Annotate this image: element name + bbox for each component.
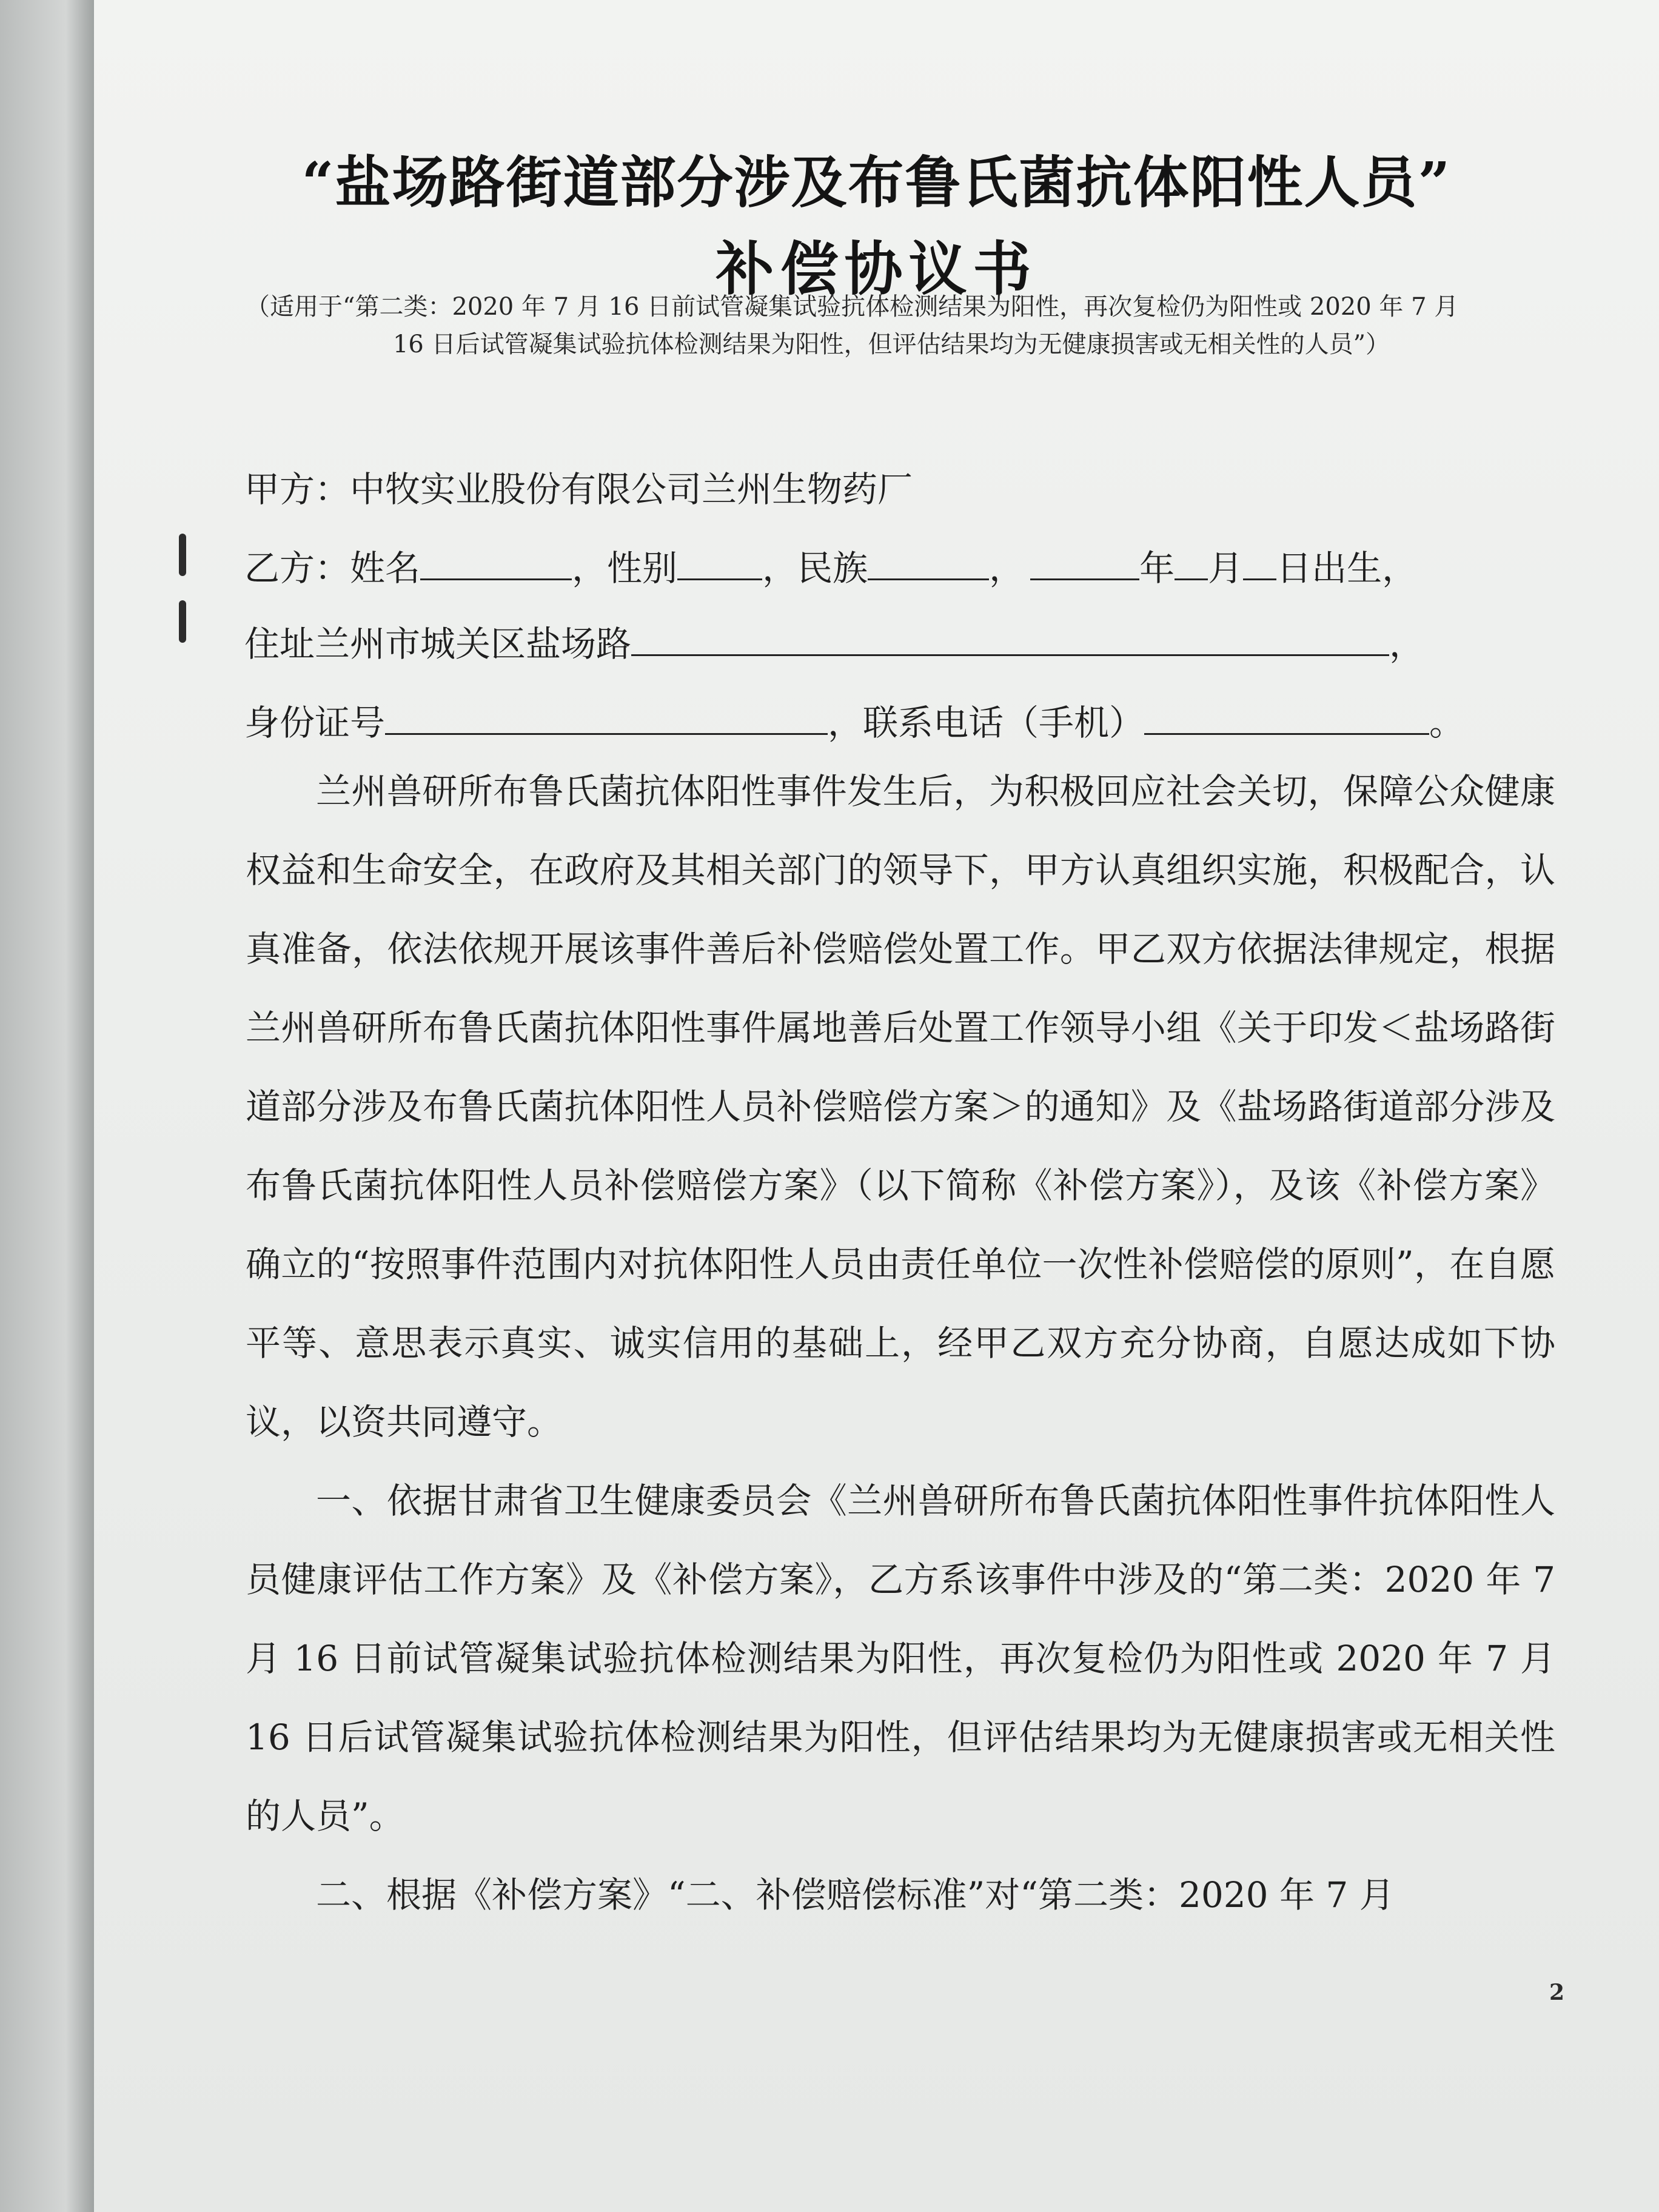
day-label: 日出生，: [1276, 548, 1418, 589]
id-phone-line: [244, 694, 1464, 745]
ethnicity-field[interactable]: [868, 543, 989, 580]
applicability-note: [246, 288, 1537, 363]
address-line: [244, 615, 1424, 666]
clause-1: 一、依据甘肃省卫生健康委员会《兰州兽研所布鲁氏菌抗体阳性事件抗体阳性人员健康评估工作方案》及《补偿方案》，乙方系该事件中涉及的“第二类：2020 年 7 月 16 日前试管凝集试验抗体检测结果为阳性，再次复检仍为阳性或 2020 年 7 月 16 日后试管凝集试验抗体检测结果为阳性，但评估结果均为无健康损害或无相关性的人员”。: [246, 1480, 1555, 1837]
id-number-field[interactable]: [385, 698, 828, 735]
name-field[interactable]: [420, 543, 572, 580]
document-subtitle: 补偿协议书: [716, 235, 1037, 303]
page-number: 2: [1549, 1980, 1565, 2005]
id-number-label: 身份证号: [244, 702, 386, 743]
separator: 。: [1429, 702, 1465, 743]
binding-hole: [179, 534, 186, 576]
binding-hole: [179, 600, 186, 643]
applicability-note-line: （适用于“第二类：2020 年 7 月 16 日前试管凝集试验抗体检测结果为阳性，再次复检仍为阳性或 2020 年 7 月: [246, 293, 1459, 321]
agreement-body: [246, 752, 1555, 1934]
phone-field[interactable]: [1144, 698, 1429, 735]
address-label: 住址兰州市城关区盐场路: [244, 623, 632, 665]
separator: ，: [762, 548, 798, 589]
name-label: 姓名: [350, 548, 421, 589]
birth-year-field[interactable]: [1030, 543, 1139, 580]
intro-paragraph: 兰州兽研所布鲁氏菌抗体阳性事件发生后，为积极回应社会关切，保障公众健康权益和生命安全，在政府及其相关部门的领导下，甲方认真组织实施，积极配合，认真准备，依法依规开展该事件善后补偿赔偿处置工作。甲乙双方依据法律规定，根据兰州兽研所布鲁氏菌抗体阳性事件属地善后处置工作领导小组《关于印发＜盐场路街道部分涉及布鲁氏菌抗体阳性人员补偿赔偿方案＞的通知》及《盐场路街道部分涉及布鲁氏菌抗体阳性人员补偿赔偿方案》（以下简称《补偿方案》），及该《补偿方案》确立的“按照事件范围内对抗体阳性人员由责任单位一次性补偿赔偿的原则”，在自愿平等、意思表示真实、诚实信用的基础上，经甲乙双方充分协商，自愿达成如下协议，以资共同遵守。: [246, 771, 1555, 1443]
address-field[interactable]: [631, 619, 1389, 656]
ethnicity-label: 民族: [797, 548, 868, 589]
birth-day-field[interactable]: [1243, 543, 1276, 580]
month-label: 月: [1208, 548, 1244, 589]
phone-label: ，联系电话（手机）: [828, 702, 1145, 743]
gender-field[interactable]: [677, 543, 762, 580]
party-a-line: [244, 461, 913, 512]
party-b-line: [244, 540, 1417, 591]
clause-2: 二、根据《补偿方案》“二、补偿赔偿标准”对“第二类：2020 年 7 月: [316, 1874, 1395, 1915]
gender-label: 性别: [607, 548, 678, 589]
document-page: [94, 0, 1659, 2212]
document-title: “盐场路街道部分涉及布鲁氏菌抗体阳性人员”: [301, 150, 1452, 215]
year-label: 年: [1139, 548, 1175, 589]
birth-month-field[interactable]: [1175, 543, 1208, 580]
party-a-label: 甲方：: [244, 469, 350, 510]
separator: ，: [572, 548, 608, 589]
separator: ，: [1389, 623, 1425, 665]
separator: ，: [989, 548, 1025, 589]
binding-shadow: [0, 0, 94, 2212]
party-b-label: 乙方：: [244, 548, 350, 589]
applicability-note-line: 16 日后试管凝集试验抗体检测结果为阳性，但评估结果均为无健康损害或无相关性的人员”）: [392, 330, 1390, 358]
party-a-value: 中牧实业股份有限公司兰州生物药厂: [350, 469, 913, 510]
